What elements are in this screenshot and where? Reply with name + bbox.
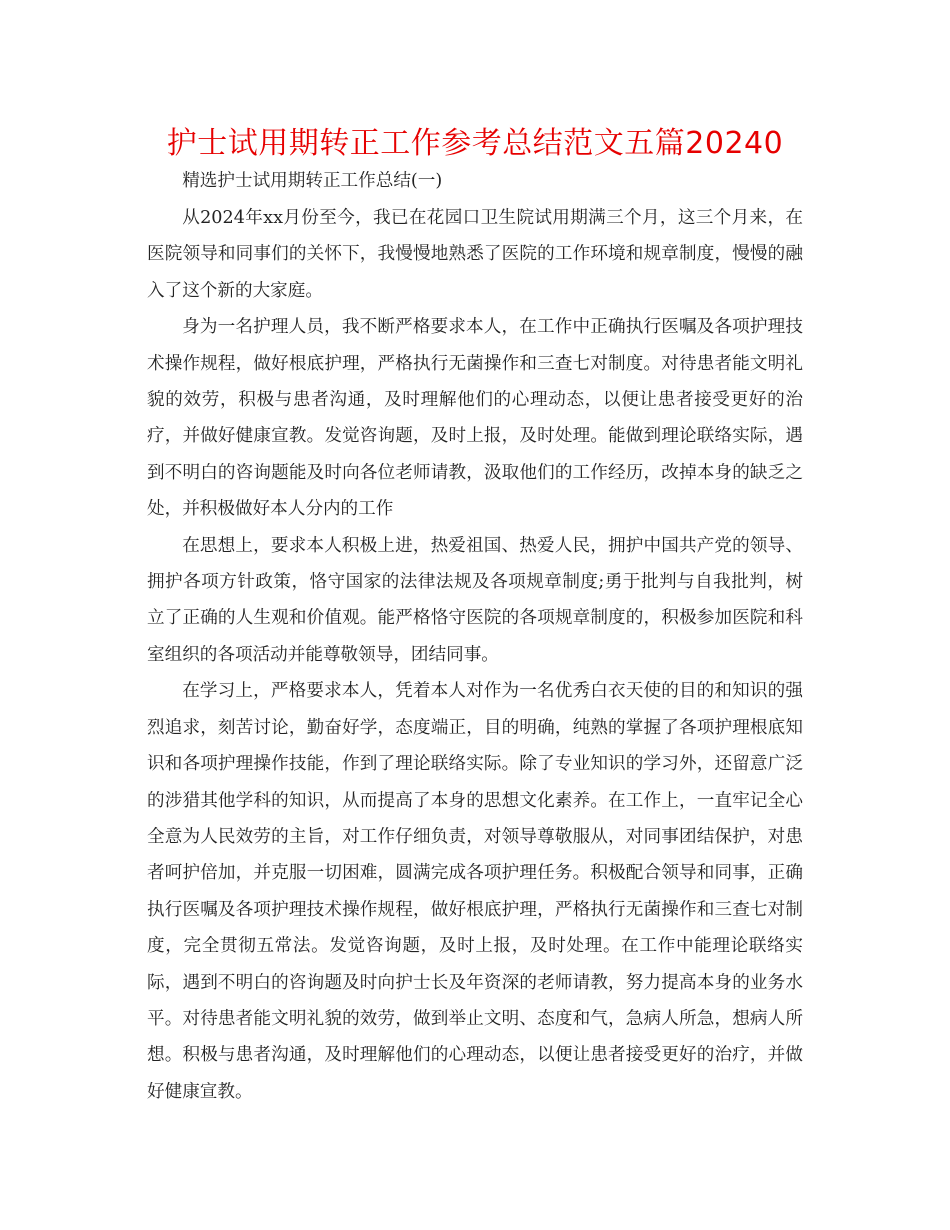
document-body (147, 164, 803, 1110)
document-title: 护士试用期转正工作参考总结范文五篇20240 (166, 126, 784, 161)
body-paragraph-3: 在思想上，要求本人积极上进，热爱祖国、热爱人民，拥护中国共产党的领导、拥护各项方针政策，恪守国家的法律法规及各项规章制度;勇于批判与自我批判，树立了正确的人生观和价值观。能严格恪守医院的各项规章制度的，积极参加医院和科室组织的各项活动并能尊敬领导，团结同事。 (147, 535, 803, 665)
body-paragraph-4: 在学习上，严格要求本人，凭着本人对作为一名优秀白衣天使的目的和知识的强烈追求，刻苦讨论，勤奋好学，态度端正，目的明确，纯熟的掌握了各项护理根底知识和各项护理操作技能，作到了理论联络实际。除了专业知识的学习外，还留意广泛的涉猎其他学科的知识，从而提高了本身的思想文化素养。在工作上，一直牢记全心全意为人民效劳的主旨，对工作仔细负责，对领导尊敬服从，对同事团结保护，对患者呵护倍加，并克服一切困难，圆满完成各项护理任务。积极配合领导和同事，正确执行医嘱及各项护理技术操作规程，做好根底护理，严格执行无菌操作和三查七对制度，完全贯彻五常法。发觉咨询题，及时上报，及时处理。在工作中能理论联络实际，遇到不明白的咨询题及时向护士长及年资深的老师请教，努力提高本身的业务水平。对待患者能文明礼貌的效劳，做到举止文明、态度和气，急病人所急，想病人所想。积极与患者沟通，及时理解他们的心理动态，以便让患者接受更好的治疗，并做好健康宣教。 (147, 681, 803, 1102)
body-paragraph-2: 身为一名护理人员，我不断严格要求本人，在工作中正确执行医嘱及各项护理技术操作规程，做好根底护理，严格执行无菌操作和三查七对制度。对待患者能文明礼貌的效劳，积极与患者沟通，及时理解他们的心理动态，以便让患者接受更好的治疗，并做好健康宣教。发觉咨询题，及时上报，及时处理。能做到理论联络实际，遇到不明白的咨询题能及时向各位老师请教，汲取他们的工作经历，改掉本身的缺乏之处，并积极做好本人分内的工作 (147, 317, 803, 520)
section-subtitle: 精选护士试用期转正工作总结(一) (182, 171, 443, 191)
body-paragraph-1: 从2024年xx月份至今，我已在花园口卫生院试用期满三个月，这三个月来，在医院领导和同事们的关怀下，我慢慢地熟悉了医院的工作环境和规章制度，慢慢的融入了这个新的大家庭。 (147, 208, 803, 301)
